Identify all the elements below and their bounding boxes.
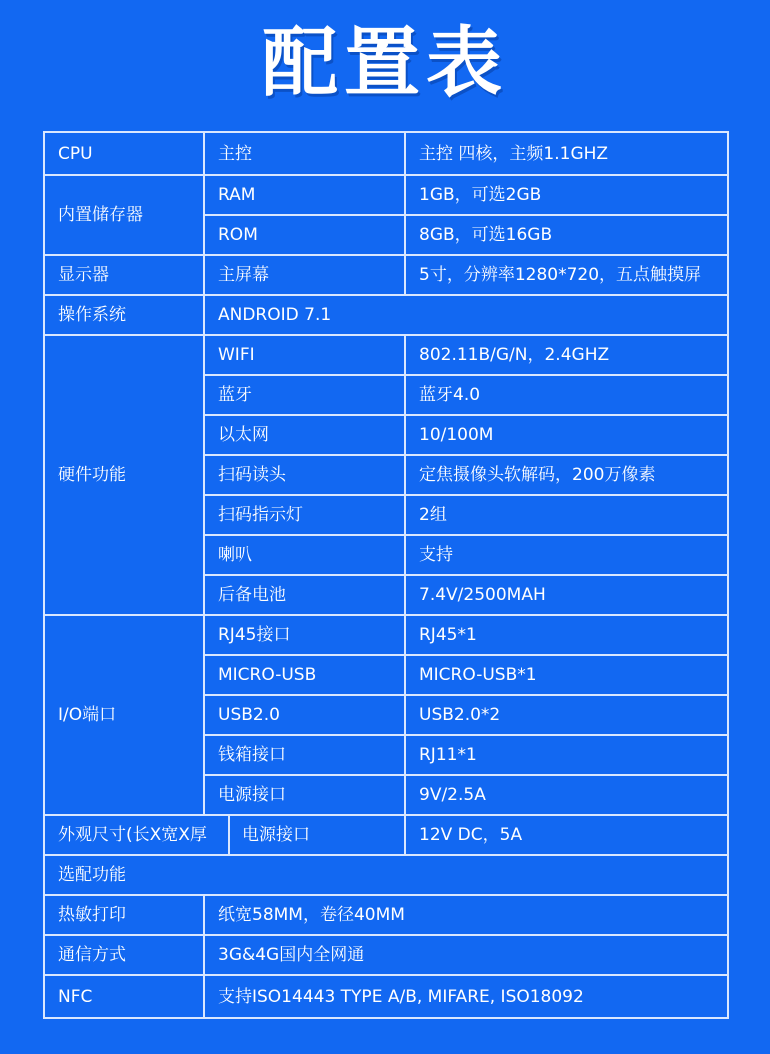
- row-value: ANDROID 7.1: [204, 295, 728, 335]
- table-row-optional: [44, 855, 728, 895]
- row-value: 5寸，分辨率1280*720，五点触摸屏: [405, 255, 728, 295]
- row-label: NFC: [44, 975, 204, 1018]
- row-item: ROM: [204, 215, 405, 255]
- row-item: 主控: [204, 132, 405, 175]
- row-item: 电源接口: [242, 825, 310, 845]
- row-value: 支持: [405, 535, 728, 575]
- row-value: 主控 四核，主频1.1GHZ: [405, 132, 728, 175]
- row-value: 纸宽58MM，卷径40MM: [204, 895, 728, 935]
- table-row-comm: [44, 935, 728, 975]
- row-value: RJ11*1: [405, 735, 728, 775]
- spec-table: [43, 131, 729, 1019]
- row-label: 操作系统: [44, 295, 204, 335]
- row-item: 钱箱接口: [204, 735, 405, 775]
- row-item: WIFI: [204, 335, 405, 375]
- row-label: 内置储存器: [44, 175, 204, 255]
- row-item: RJ45接口: [204, 615, 405, 655]
- row-label: 热敏打印: [44, 895, 204, 935]
- row-value: MICRO-USB*1: [405, 655, 728, 695]
- row-label: 硬件功能: [44, 335, 204, 615]
- row-item: 主屏幕: [204, 255, 405, 295]
- row-label: 显示器: [44, 255, 204, 295]
- page-title: 配置表: [262, 18, 508, 107]
- table-row-os: [44, 295, 728, 335]
- row-value: 支持ISO14443 TYPE A/B, MIFARE, ISO18092: [204, 975, 728, 1018]
- row-label: 通信方式: [44, 935, 204, 975]
- row-item: 喇叭: [204, 535, 405, 575]
- table-row-cpu: [44, 132, 728, 175]
- row-value: 蓝牙4.0: [405, 375, 728, 415]
- row-item: USB2.0: [204, 695, 405, 735]
- row-item: 蓝牙: [204, 375, 405, 415]
- row-value: 2组: [405, 495, 728, 535]
- table-row-nfc: [44, 975, 728, 1018]
- row-label: 外观尺寸(长X宽X厚: [45, 816, 230, 854]
- row-value: 7.4V/2500MAH: [405, 575, 728, 615]
- row-value: 8GB，可选16GB: [405, 215, 728, 255]
- table-row-dimensions: [44, 815, 728, 855]
- row-value: 12V DC，5A: [405, 815, 728, 855]
- row-item: 后备电池: [204, 575, 405, 615]
- row-value: USB2.0*2: [405, 695, 728, 735]
- row-item: 电源接口: [204, 775, 405, 815]
- row-item: MICRO-USB: [204, 655, 405, 695]
- table-row-display: [44, 255, 728, 295]
- table-row-io-0: [44, 615, 728, 655]
- table-row-thermal: [44, 895, 728, 935]
- row-value: 10/100M: [405, 415, 728, 455]
- row-label: CPU: [44, 132, 204, 175]
- row-item: 以太网: [204, 415, 405, 455]
- row-item: RAM: [204, 175, 405, 215]
- row-value: 3G&4G国内全网通: [204, 935, 728, 975]
- row-item: 扫码读头: [204, 455, 405, 495]
- dimensions-split-cell: [44, 815, 405, 855]
- row-value: 802.11B/G/N，2.4GHZ: [405, 335, 728, 375]
- table-row-ram: [44, 175, 728, 215]
- table-row-hw-0: [44, 335, 728, 375]
- row-item: 扫码指示灯: [204, 495, 405, 535]
- row-value: 1GB，可选2GB: [405, 175, 728, 215]
- row-value: 定焦摄像头软解码，200万像素: [405, 455, 728, 495]
- row-label: 选配功能: [44, 855, 728, 895]
- row-value: RJ45*1: [405, 615, 728, 655]
- row-label: I/O端口: [44, 615, 204, 815]
- row-value: 9V/2.5A: [405, 775, 728, 815]
